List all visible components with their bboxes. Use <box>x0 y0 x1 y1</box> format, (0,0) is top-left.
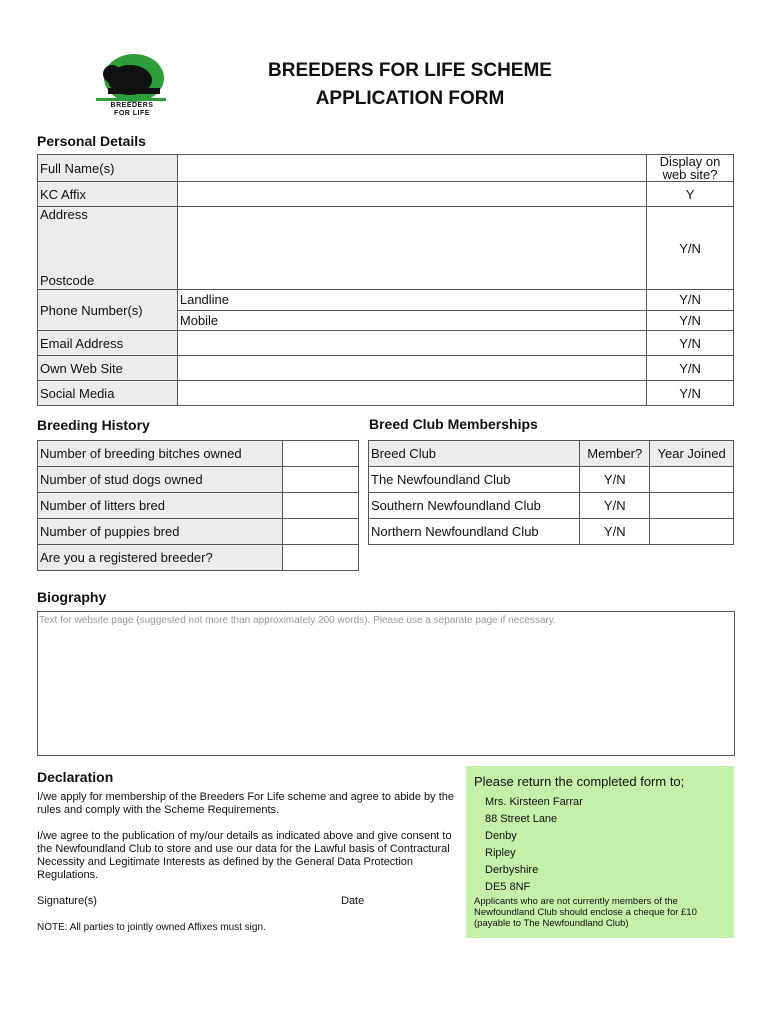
personal-details-heading: Personal Details <box>37 133 146 149</box>
stud-dogs-field[interactable] <box>283 467 359 493</box>
breed-club-heading: Breed Club Memberships <box>369 416 538 432</box>
website-label: Own Web Site <box>38 356 178 381</box>
address-label: Address <box>40 207 88 222</box>
return-note: Applicants who are not currently members of the Newfoundland Club should enclose a cheque for £10 (payable to The Newfoundland Club) <box>474 896 697 929</box>
address-field[interactable] <box>177 207 646 290</box>
club-name: Southern Newfoundland Club <box>369 493 580 519</box>
phone-label: Phone Number(s) <box>38 290 178 331</box>
return-address-line: Mrs. Kirsteen Farrar <box>485 796 583 808</box>
full-name-field[interactable] <box>177 155 646 182</box>
address-display: Y/N <box>647 207 734 290</box>
logo-text <box>94 102 170 118</box>
landline-display: Y/N <box>647 290 734 311</box>
return-address-line: Denby <box>485 830 517 842</box>
breed-club-table <box>368 440 734 545</box>
website-display: Y/N <box>647 356 734 381</box>
title-line2: APPLICATION FORM <box>315 88 505 109</box>
club-member-field[interactable]: Y/N <box>580 467 650 493</box>
website-field[interactable] <box>177 356 646 381</box>
biography-heading: Biography <box>37 589 107 605</box>
club-name: Northern Newfoundland Club <box>369 519 580 545</box>
personal-details-table <box>37 154 734 406</box>
breeding-row-label: Number of breeding bitches owned <box>38 441 283 467</box>
title-line1: BREEDERS FOR LIFE SCHEME <box>268 60 552 81</box>
page-title <box>200 57 620 113</box>
return-address-line: DE5 8NF <box>485 881 531 893</box>
address-label-cell <box>38 207 178 290</box>
logo-text-line1: BREEDERS <box>110 102 154 109</box>
breed-club-header: Breed Club <box>369 441 580 467</box>
biography-field[interactable] <box>37 611 735 756</box>
social-media-label: Social Media <box>38 381 178 406</box>
full-name-label: Full Name(s) <box>38 155 178 182</box>
mobile-display: Y/N <box>647 310 734 331</box>
member-header: Member? <box>580 441 650 467</box>
date-label: Date <box>341 895 365 907</box>
breeding-bitches-field[interactable] <box>283 441 359 467</box>
registered-breeder-field[interactable] <box>283 545 359 571</box>
breeding-row-label: Are you a registered breeder? <box>38 545 283 571</box>
email-display: Y/N <box>647 331 734 356</box>
postcode-label: Postcode <box>40 273 95 288</box>
breeding-history-heading: Breeding History <box>37 417 150 433</box>
year-joined-header: Year Joined <box>650 441 734 467</box>
social-media-display: Y/N <box>647 381 734 406</box>
biography-placeholder: Text for website page (suggested not more than approximately 200 words). Please use a separate page if necessary. <box>39 615 556 626</box>
signing-note: NOTE: All parties to jointly owned Affixes must sign. <box>37 922 266 933</box>
breeding-history-table <box>37 440 359 571</box>
return-address-line: 88 Street Lane <box>485 813 558 825</box>
return-address-box <box>466 766 734 938</box>
club-name: The Newfoundland Club <box>369 467 580 493</box>
declaration-para-2: I/we agree to the publication of my/our details as indicated above and give consent to the Newfoundland Club to store and use our data for the Lawful basis of Contractural Necessity and Legitimate Interests as defined by the General Data Protection Regulations. <box>37 830 452 881</box>
litters-bred-field[interactable] <box>283 493 359 519</box>
kc-affix-label: KC Affix <box>38 182 178 207</box>
return-address <box>485 794 583 896</box>
kc-affix-field[interactable] <box>177 182 646 207</box>
club-year-field[interactable] <box>650 519 734 545</box>
club-year-field[interactable] <box>650 493 734 519</box>
return-address-line: Ripley <box>485 847 516 859</box>
breeding-row-label: Number of litters bred <box>38 493 283 519</box>
kc-affix-display: Y <box>647 182 734 207</box>
social-media-field[interactable] <box>177 381 646 406</box>
breeders-for-life-logo <box>90 52 170 122</box>
email-label: Email Address <box>38 331 178 356</box>
mobile-label: Mobile <box>179 312 219 328</box>
puppies-bred-field[interactable] <box>283 519 359 545</box>
signature-label: Signature(s) <box>37 895 97 907</box>
declaration-para-1: I/we apply for membership of the Breeders For Life scheme and agree to abide by the rules and comply with the Scheme Requirements. <box>37 791 455 816</box>
return-heading: Please return the completed form to; <box>474 774 685 789</box>
breeding-row-label: Number of puppies bred <box>38 519 283 545</box>
club-year-field[interactable] <box>650 467 734 493</box>
landline-label: Landline <box>179 292 230 308</box>
breeding-row-label: Number of stud dogs owned <box>38 467 283 493</box>
landline-field[interactable] <box>177 290 646 311</box>
mobile-field[interactable] <box>177 310 646 331</box>
logo-text-line2: FOR LIFE <box>114 110 150 117</box>
email-field[interactable] <box>177 331 646 356</box>
return-address-line: Derbyshire <box>485 864 539 876</box>
display-on-website-header: Display on web site? <box>647 155 734 182</box>
club-member-field[interactable]: Y/N <box>580 519 650 545</box>
declaration-heading: Declaration <box>37 769 114 785</box>
club-member-field[interactable]: Y/N <box>580 493 650 519</box>
